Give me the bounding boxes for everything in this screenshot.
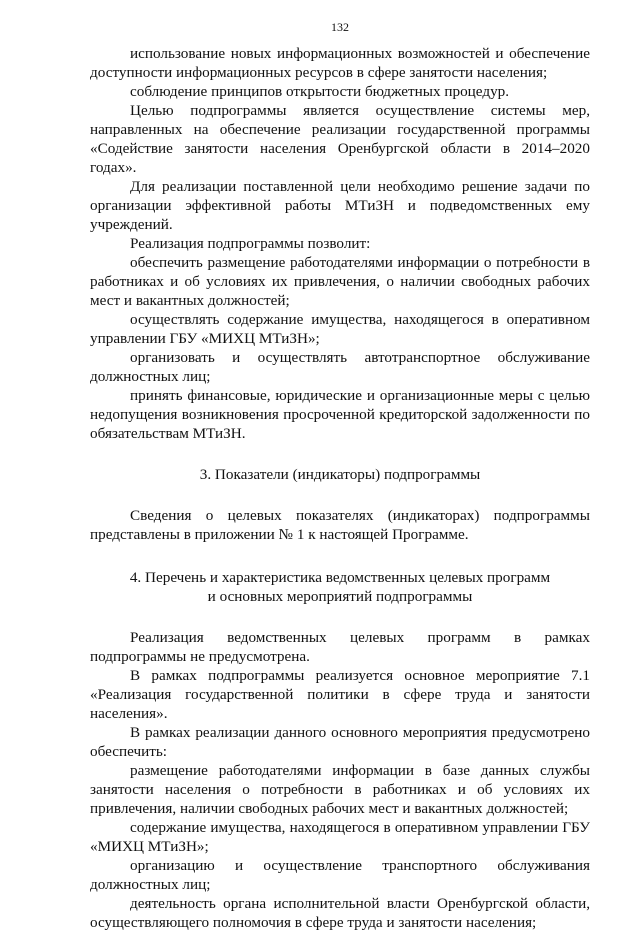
paragraph-financial-measures: принять финансовые, юридические и организационные меры с целью недопущения возникновения просроченной кредиторской задолженности по обязательствам МТиЗН. <box>90 387 590 442</box>
paragraph-transport-service: организовать и осуществлять автотранспортное обслуживание должностных лиц; <box>90 349 590 385</box>
paragraph-no-departmental-programs: Реализация ведомственных целевых программ в рамках подпрограммы не предусмотрена. <box>90 629 590 665</box>
paragraph-implementation-allows: Реализация подпрограммы позволит: <box>130 235 371 252</box>
paragraph-transport-organization: организацию и осуществление транспортного обслуживания должностных лиц; <box>90 857 590 893</box>
section-heading-programs <box>90 568 590 606</box>
section-heading-indicators: 3. Показатели (индикаторы) подпрограммы <box>199 466 481 483</box>
page-number: 132 <box>331 20 349 34</box>
paragraph-property-maintenance: осуществлять содержание имущества, находящегося в оперативном управлении ГБУ «МИХЦ МТиЗН»; <box>90 311 590 347</box>
document-page <box>90 20 590 932</box>
paragraph-subprogram-goal: Целью подпрограммы является осуществление системы мер, направленных на обеспечение реализации государственной программы «Содействие занятости населения Оренбургской области в 2014–2020 годах». <box>90 102 590 176</box>
paragraph-indicators-info: Сведения о целевых показателях (индикаторах) подпрограммы представлены в приложении № 1 к настоящей Программе. <box>90 507 590 543</box>
paragraph-executive-body: деятельность органа исполнительной власти Оренбургской области, осуществляющего полномочия в сфере труда и занятости населения; <box>90 895 590 931</box>
paragraph-main-activity: В рамках подпрограммы реализуется основное мероприятие 7.1 «Реализация государственной политики в сфере труда и занятости населения». <box>90 667 590 722</box>
paragraph-database-posting: размещение работодателями информации в базе данных службы занятости населения о потребности в работниках и об условиях их привлечения, наличии свободных рабочих мест и вакантных должностей; <box>90 762 590 817</box>
paragraph-info-resources: использование новых информационных возможностей и обеспечение доступности информационных ресурсов в сфере занятости населения; <box>90 45 590 81</box>
paragraph-activity-provides: В рамках реализации данного основного мероприятия предусмотрено обеспечить: <box>90 724 590 760</box>
paragraph-property-content: содержание имущества, находящегося в оперативном управлении ГБУ «МИХЦ МТиЗН»; <box>90 819 590 855</box>
paragraph-budget-openness: соблюдение принципов открытости бюджетных процедур. <box>130 83 510 100</box>
section-heading-programs-line1: 4. Перечень и характеристика ведомственных целевых программ <box>129 569 551 586</box>
paragraph-task: Для реализации поставленной цели необходимо решение задачи по организации эффективной работы МТиЗН и подведомственных ему учреждений. <box>90 178 590 233</box>
section-heading-programs-line2: и основных мероприятий подпрограммы <box>207 588 473 605</box>
paragraph-employer-info: обеспечить размещение работодателями информации о потребности в работниках и об условиях их привлечения, о наличии свободных рабочих мест и вакантных должностей; <box>90 254 590 309</box>
